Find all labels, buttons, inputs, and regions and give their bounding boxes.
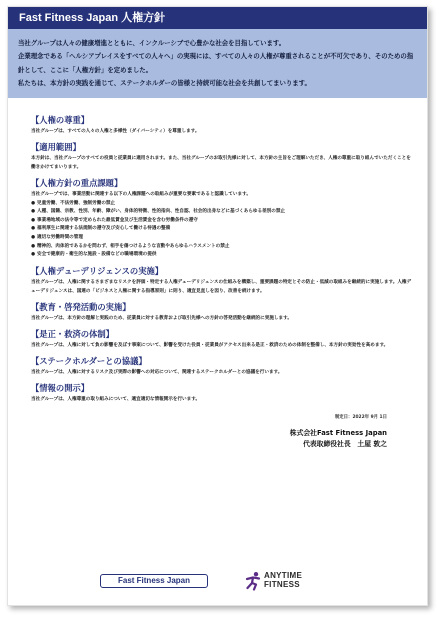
section-human-rights — [31, 114, 415, 136]
section-remedy — [31, 328, 415, 350]
section-title: 【情報の開示】 — [31, 382, 90, 393]
footer-logos — [8, 567, 427, 597]
list-item: ● 福利厚生に関連する法規制の遵守及び安心して働ける待遇の整備 — [31, 225, 415, 234]
list-item: ● 精神的、肉体的であるかを問わず、相手を傷つけるような言動やあらゆるハラスメントの禁止 — [31, 243, 415, 252]
section-title: 【ステークホルダーとの協議】 — [31, 355, 147, 366]
section-title: 【適用範囲】 — [31, 141, 81, 152]
signature-block — [31, 428, 415, 450]
section-title: 【是正・救済の体制】 — [31, 328, 114, 339]
list-item: ● 適切な労働時間の管理 — [31, 234, 415, 243]
company-name: 株式会社Fast Fitness Japan — [289, 428, 387, 437]
policy-document — [7, 6, 428, 606]
section-text: 当社グループは、人権に対して負の影響を及ぼす事案について、影響を受けた役員・従業員がアクセス出来る是正・救済のための体制を整備し、本方針の実効性を高めます。 — [31, 342, 389, 348]
section-text: 本方針は、当社グループのすべての役員と従業員に適用されます。また、当社グループのお取引先様に対して、本方針の主旨をご理解いただき、人権の尊重に取り組んでいただくことを働きかけてまいります。 — [31, 155, 411, 170]
list-item: ● 安全で健康的・衛生的な施設・設備などの職場環境の提供 — [31, 251, 415, 260]
section-title: 【人権方針の重点課題】 — [31, 177, 123, 188]
intro-band — [8, 29, 427, 98]
section-priority-issues — [31, 177, 415, 260]
section-education — [31, 301, 415, 323]
section-disclosure — [31, 382, 415, 404]
intro-paragraph-3: 私たちは、本方針の実践を通じて、ステークホルダーの皆様と持続可能な社会を共創してまいります。 — [18, 79, 311, 88]
fast-fitness-japan-logo: Fast Fitness Japan — [100, 574, 208, 588]
policy-body — [8, 98, 427, 450]
list-item: ● 児童労働、不法労働、強制労働の禁止 — [31, 200, 415, 209]
list-item: ● 事業場地域の法令等で定められた最低賃金及び生活賃金を含む労働条件の遵守 — [31, 217, 415, 226]
issue-list — [31, 200, 415, 260]
section-scope — [31, 141, 415, 172]
section-stakeholders — [31, 355, 415, 377]
section-title: 【人権デューデリジェンスの実施】 — [31, 265, 164, 276]
representative-name: 代表取締役社長 土屋 敦之 — [303, 439, 387, 448]
list-item: ● 人種、国籍、宗教、性別、年齢、障がい、身体的特徴、性的指向、性自認、社会的出身などに基づくあらゆる差別の禁止 — [31, 208, 415, 217]
section-title: 【人権の尊重】 — [31, 114, 90, 125]
running-man-icon — [244, 571, 264, 591]
section-text: 当社グループは、人権に対するリスク及び実際の影響への対応について、関連するステークホルダーとの協議を行います。 — [31, 369, 283, 375]
intro-paragraph-1: 当社グループは人々の健康増進とともに、インクルーシブで心豊かな社会を目指しています。 — [18, 39, 286, 47]
intro-paragraph-2: 企業理念である「ヘルシアプレイスをすべての人々へ」の実現には、すべての人々の人権が尊重されることが不可欠であり、そのための指針として、ここに「人権方針」を定めました。 — [18, 52, 414, 74]
anytime-fitness-logo — [244, 570, 334, 592]
page-title: Fast Fitness Japan 人権方針 — [8, 7, 427, 29]
enactment-date: 制定日：2022年 9月 1日 — [334, 414, 387, 420]
section-title: 【教育・啓発活動の実施】 — [31, 301, 131, 312]
section-text: 当社グループは、人権に関するさまざまなリスクを評価・特定する人権デューデリジェンスの仕組みを構築し、重要課題の特定とその防止・低減の取組みを継続的に実施します。人権デューデリジェンスは、国連の「ビジネスと人権に関する指導原則」に則り、適宜見直しを図り、改善を続けます。 — [31, 279, 412, 294]
anytime-fitness-wordmark: ANYTIME FITNESS — [264, 571, 303, 589]
section-due-diligence — [31, 265, 415, 296]
section-text: 当社グループは、人権尊重の取り組みについて、適宜適切な情報開示を行います。 — [31, 396, 201, 402]
section-text: 当社グループは、すべての人々の人権と多様性（ダイバーシティ）を尊重します。 — [31, 128, 200, 134]
section-text: 当社グループは、本方針の理解と実践のため、従業員に対する教育および取引先様への方針の啓発活動を継続的に実施します。 — [31, 315, 292, 321]
section-text: 当社グループでは、事業活動に関連する以下の人権課題への取組みが重要な要素であると認識しています。 — [31, 191, 251, 197]
